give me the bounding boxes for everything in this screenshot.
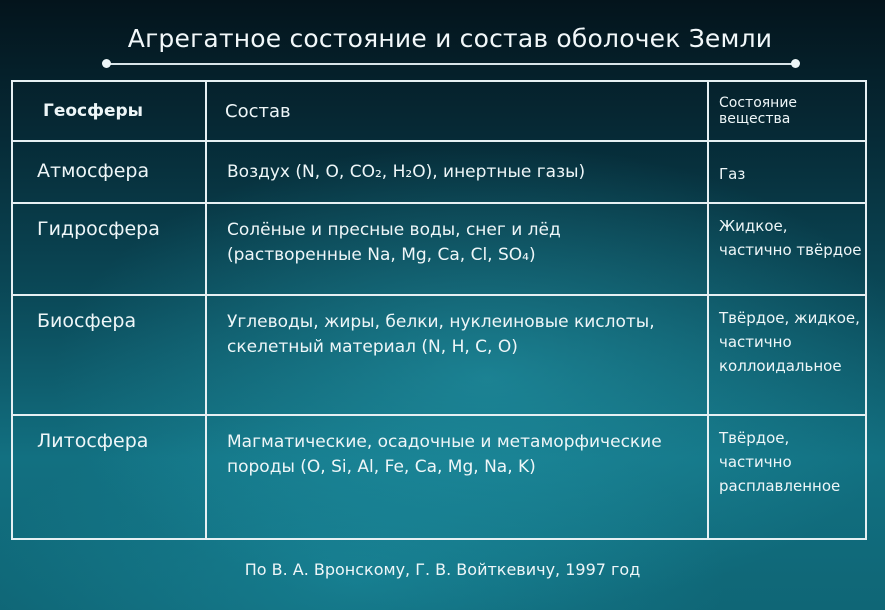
table-row-atmosphere (12, 141, 866, 203)
composition-line: породы (O, Si, Al, Fe, Ca, Mg, Na, K) (227, 457, 536, 477)
composition-line: Магматические, осадочные и метаморфические (227, 432, 662, 452)
underline-dot-left (102, 59, 111, 68)
composition-line: Воздух (N, O, CO₂, H₂O), инертные газы) (227, 162, 586, 182)
cell-composition (206, 203, 708, 295)
page-title: Агрегатное состояние и состав оболочек Земли (127, 24, 773, 53)
table-header-row (12, 81, 866, 141)
table-row-lithosphere (12, 415, 866, 539)
composition-line: Солёные и пресные воды, снег и лёд (227, 220, 561, 240)
underline-dot-right (791, 59, 800, 68)
state-line: Жидкое, (719, 217, 788, 235)
source-citation: По В. А. Вронскому, Г. В. Войткевичу, 1997 год (244, 560, 641, 579)
cell-state (708, 203, 866, 295)
cell-composition (206, 141, 708, 203)
title-underline (108, 63, 796, 65)
header-state: Состояние вещества (708, 81, 866, 141)
state-line: коллоидальное (719, 357, 842, 375)
geospheres-table (11, 80, 867, 540)
state-line: Твёрдое, (719, 429, 790, 447)
state-line: частично (719, 333, 792, 351)
cell-state (708, 141, 866, 203)
state-line: расплавленное (719, 477, 841, 495)
title-block (100, 14, 800, 70)
cell-name: Гидросфера (12, 203, 206, 295)
table-row-biosphere (12, 295, 866, 415)
cell-composition (206, 295, 708, 415)
state-line: частично твёрдое (719, 241, 862, 259)
cell-name: Литосфера (12, 415, 206, 539)
cell-state (708, 415, 866, 539)
composition-line: скелетный материал (N, H, C, O) (227, 337, 518, 357)
composition-line: Углеводы, жиры, белки, нуклеиновые кислоты, (227, 312, 655, 332)
cell-name: Биосфера (12, 295, 206, 415)
header-geospheres: Геосферы (12, 81, 206, 141)
state-line: Газ (719, 165, 746, 183)
state-line: Твёрдое, жидкое, (719, 309, 860, 327)
state-line: частично (719, 453, 792, 471)
cell-state (708, 295, 866, 415)
cell-composition (206, 415, 708, 539)
cell-name: Атмосфера (12, 141, 206, 203)
header-composition: Состав (206, 81, 708, 141)
composition-line: (растворенные Na, Mg, Ca, Cl, SO₄) (227, 245, 536, 265)
table-row-hydrosphere (12, 203, 866, 295)
